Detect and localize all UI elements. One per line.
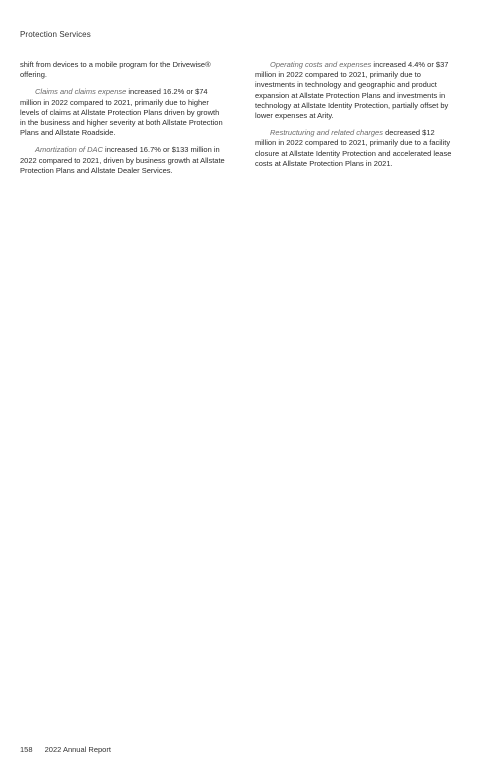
paragraph-drivewise: shift from devices to a mobile program for the Drivewise® offering.: [20, 60, 211, 80]
amortization-dac-text: increased 16.7% or $133 million in 2022 compared to 2021, driven by business growth at Allstate Protection Plans and Allstate Dealer Services.: [20, 145, 225, 175]
paragraph-restructuring: [255, 128, 455, 169]
right-column: [255, 60, 455, 176]
term-restructuring: Restructuring and related charges: [270, 128, 383, 138]
paragraph-amortization-dac: [20, 145, 225, 176]
term-amortization-dac: Amortization of DAC: [35, 145, 103, 155]
term-claims-expense: Claims and claims expense: [35, 87, 127, 97]
operating-costs-text: increased 4.4% or $37 million in 2022 compared to 2021, primarily due to investments in technology and geographic and product expansion at Allstate Protection Plans and investments in technology at Allstate Identity Protection, partially offset by lower expenses at Arity.: [255, 60, 449, 121]
running-header: Protection Services: [20, 30, 91, 39]
page-footer: [20, 745, 111, 754]
term-operating-costs: Operating costs and expenses: [270, 60, 372, 69]
left-column: [20, 60, 225, 183]
claims-expense-text: increased 16.2% or $74 million in 2022 compared to 2021, primarily due to higher levels of claims at Allstate Protection Plans driven by growth in the business and higher severity at both Allstate Protection Plans and Allstate Roadside.: [20, 87, 223, 138]
paragraph-operating-costs: [255, 60, 455, 121]
report-title: 2022 Annual Report: [44, 745, 111, 754]
restructuring-text: decreased $12 million in 2022 compared to 2021, primarily due to a facility closure at Allstate Identity Protection and accelerated lease costs at Allstate Protection Plans in 2021.: [255, 128, 452, 168]
paragraph-claims-expense: [20, 87, 225, 138]
page-number: 158: [20, 745, 33, 754]
